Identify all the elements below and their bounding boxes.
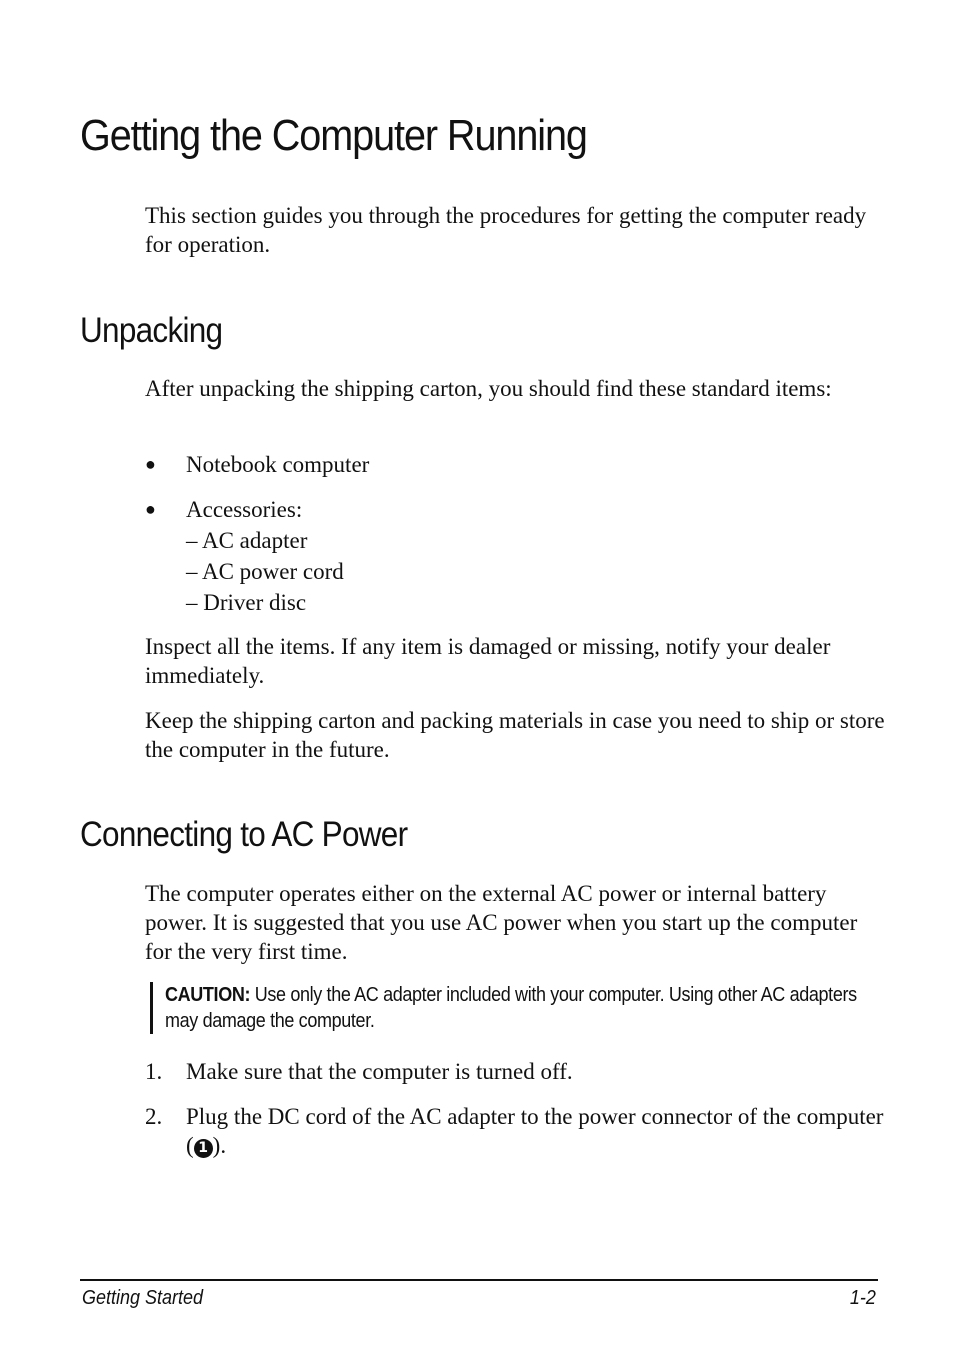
page-title: Getting the Computer Running	[80, 111, 587, 160]
footer-section-title: Getting Started	[82, 1287, 204, 1309]
caution-text: Use only the AC adapter included with your computer. Using other AC adapters may damage the computer.	[165, 984, 857, 1032]
sub-item-ac-power-cord: – AC power cord	[186, 559, 344, 584]
caution-label: CAUTION:	[165, 984, 251, 1006]
sub-item-driver-disc: – Driver disc	[186, 590, 307, 615]
list-item-label: Accessories:	[186, 497, 303, 522]
list-item-label: Notebook computer	[186, 452, 370, 477]
ac-power-lead-paragraph: The computer operates either on the external AC power or internal battery power. It is suggested that you use AC power when you start up the computer for the very first time.	[145, 881, 858, 964]
unpacking-heading: Unpacking	[80, 311, 223, 350]
bullet-icon: ●	[145, 454, 156, 474]
inspect-paragraph: Inspect all the items. If any item is damaged or missing, notify your dealer immediately.	[145, 634, 831, 688]
sub-item-ac-adapter: – AC adapter	[186, 528, 308, 553]
step-text: Make sure that the computer is turned off.	[186, 1059, 573, 1084]
list-item-content	[186, 494, 886, 618]
intro-paragraph: This section guides you through the procedures for getting the computer ready for operation.	[145, 203, 867, 257]
unpacking-lead-paragraph: After unpacking the shipping carton, you should find these standard items:	[145, 376, 832, 401]
footer-divider	[80, 1279, 878, 1281]
ac-power-heading: Connecting to AC Power	[80, 815, 408, 854]
bullet-icon: ●	[145, 499, 156, 519]
step-number: 2.	[145, 1104, 163, 1129]
step-text-after: ).	[212, 1133, 227, 1158]
keep-paragraph: Keep the shipping carton and packing materials in case you need to ship or store the computer in the future.	[145, 708, 885, 762]
footer-page-number: 1-2	[849, 1287, 876, 1309]
step-text	[186, 1102, 886, 1160]
callout-number-icon: 1	[194, 1139, 213, 1158]
step-number: 1.	[145, 1059, 163, 1084]
step-text-before: Plug the DC cord of the AC adapter to the power connector of the computer (	[186, 1104, 884, 1158]
caution-note	[150, 982, 885, 1034]
